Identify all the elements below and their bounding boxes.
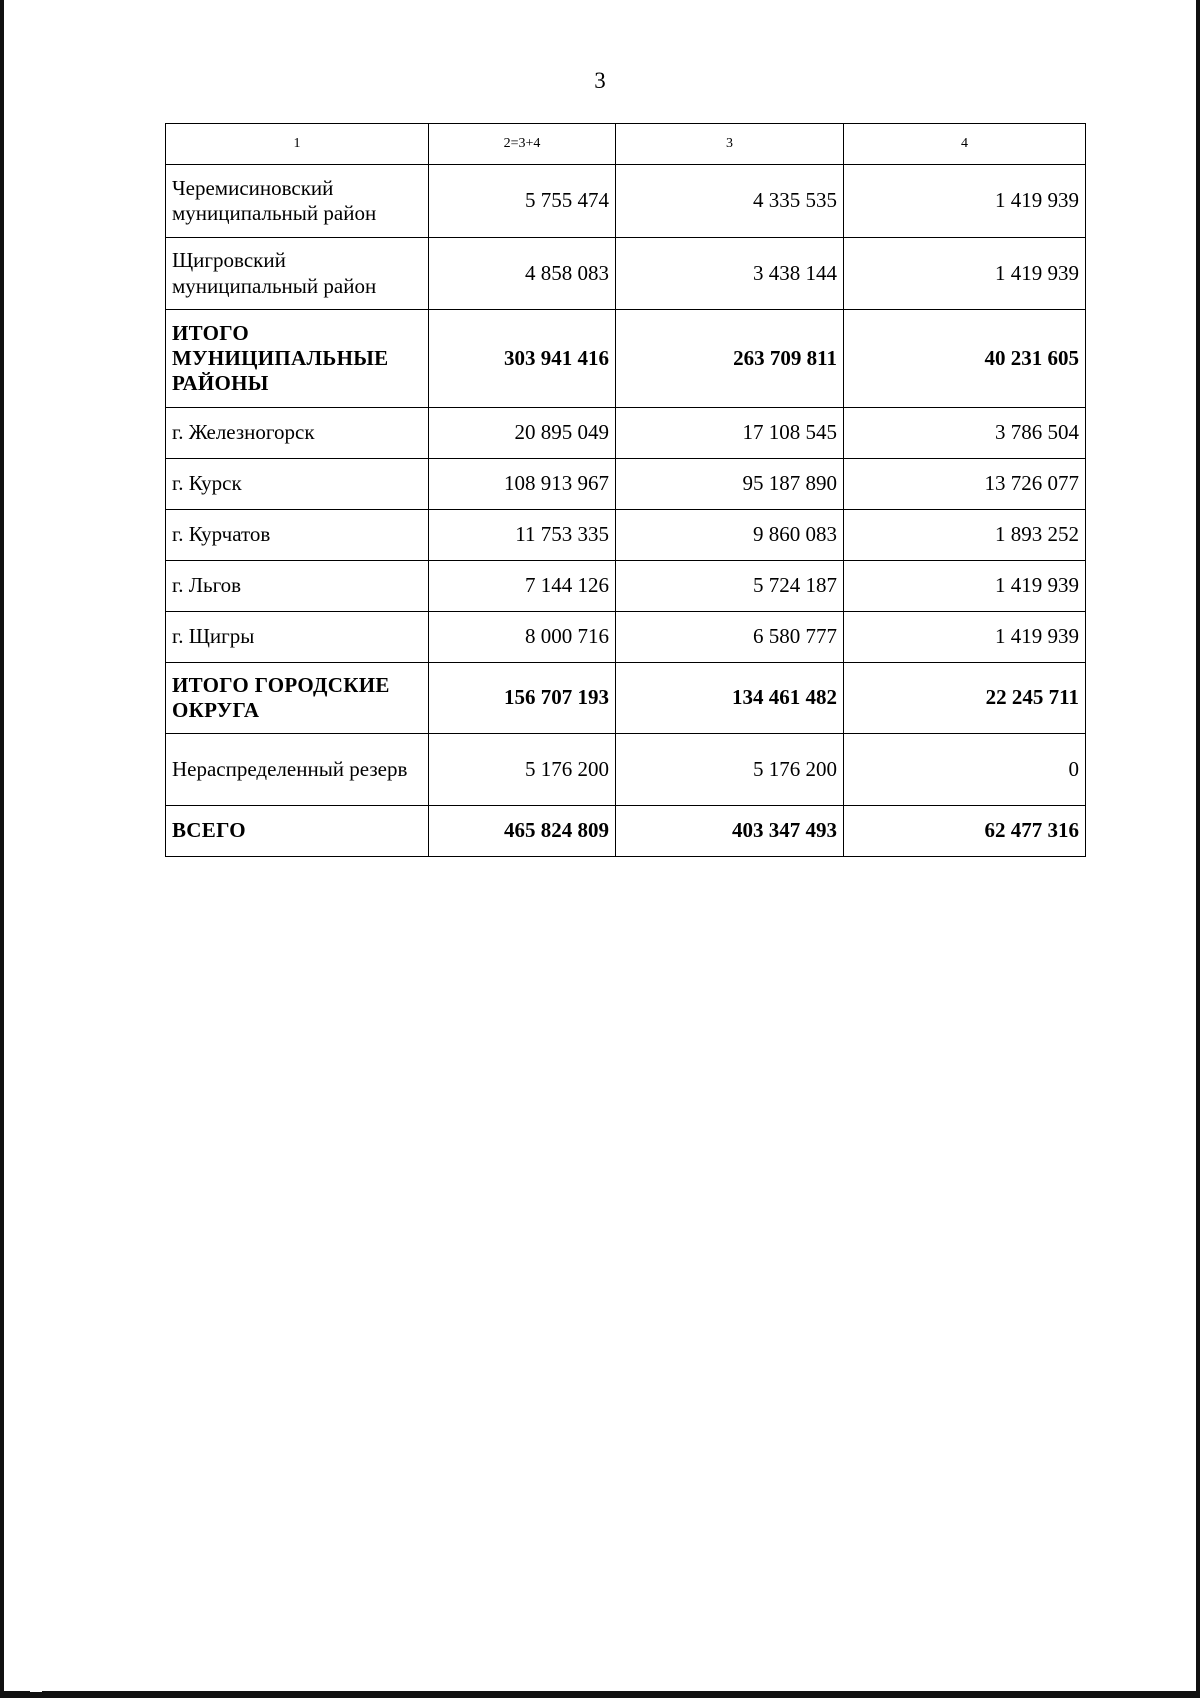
column-header-1: 1	[166, 124, 429, 165]
row-col3: 3 438 144	[616, 238, 844, 310]
page-edge-bottom	[0, 1691, 1200, 1698]
row-col4: 1 419 939	[844, 238, 1086, 310]
grand-total-row	[166, 806, 1086, 857]
row-name: ВСЕГО	[166, 806, 429, 857]
row-col4: 1 893 252	[844, 510, 1086, 561]
table-row	[166, 561, 1086, 612]
row-total: 7 144 126	[429, 561, 616, 612]
row-name: г. Льгов	[166, 561, 429, 612]
row-col3: 5 176 200	[616, 734, 844, 806]
row-name: г. Курчатов	[166, 510, 429, 561]
row-col3: 263 709 811	[616, 310, 844, 408]
table-row	[166, 165, 1086, 238]
row-col3: 17 108 545	[616, 408, 844, 459]
row-col4: 1 419 939	[844, 165, 1086, 238]
row-total: 303 941 416	[429, 310, 616, 408]
row-col4: 1 419 939	[844, 612, 1086, 663]
column-header-4: 4	[844, 124, 1086, 165]
page-edge-left	[0, 0, 4, 1698]
column-header-3: 3	[616, 124, 844, 165]
subtotal-row	[166, 663, 1086, 734]
row-name: ИТОГО ГОРОДСКИЕ ОКРУГА	[166, 663, 429, 734]
row-col3: 6 580 777	[616, 612, 844, 663]
row-col4: 0	[844, 734, 1086, 806]
row-col4: 62 477 316	[844, 806, 1086, 857]
row-total: 20 895 049	[429, 408, 616, 459]
row-col4: 3 786 504	[844, 408, 1086, 459]
row-name: Черемисиновский муниципальный район	[166, 165, 429, 238]
table-row	[166, 510, 1086, 561]
row-name: ИТОГО МУНИЦИПАЛЬНЫЕ РАЙОНЫ	[166, 310, 429, 408]
row-total: 5 755 474	[429, 165, 616, 238]
row-total: 156 707 193	[429, 663, 616, 734]
column-header-2: 2=3+4	[429, 124, 616, 165]
row-col3: 9 860 083	[616, 510, 844, 561]
table-header-row	[166, 124, 1086, 165]
table-row	[166, 612, 1086, 663]
row-total: 5 176 200	[429, 734, 616, 806]
row-col3: 4 335 535	[616, 165, 844, 238]
row-col3: 134 461 482	[616, 663, 844, 734]
row-total: 11 753 335	[429, 510, 616, 561]
row-col3: 95 187 890	[616, 459, 844, 510]
budget-table	[165, 123, 1086, 857]
row-total: 8 000 716	[429, 612, 616, 663]
table-row	[166, 408, 1086, 459]
table-row	[166, 238, 1086, 310]
row-name: г. Щигры	[166, 612, 429, 663]
page-number: 3	[594, 68, 606, 93]
row-name: г. Железногорск	[166, 408, 429, 459]
row-col4: 22 245 711	[844, 663, 1086, 734]
row-col4: 13 726 077	[844, 459, 1086, 510]
page-edge-right	[1196, 0, 1200, 1698]
row-total: 4 858 083	[429, 238, 616, 310]
row-col4: 40 231 605	[844, 310, 1086, 408]
row-total: 108 913 967	[429, 459, 616, 510]
row-col3: 5 724 187	[616, 561, 844, 612]
table-row	[166, 459, 1086, 510]
subtotal-row	[166, 310, 1086, 408]
row-total: 465 824 809	[429, 806, 616, 857]
row-name: г. Курск	[166, 459, 429, 510]
table-row	[166, 734, 1086, 806]
row-col3: 403 347 493	[616, 806, 844, 857]
page-edge-gap	[30, 1689, 42, 1692]
row-col4: 1 419 939	[844, 561, 1086, 612]
row-name: Щигровский муниципальный район	[166, 238, 429, 310]
row-name: Нераспределенный резерв	[166, 734, 429, 806]
